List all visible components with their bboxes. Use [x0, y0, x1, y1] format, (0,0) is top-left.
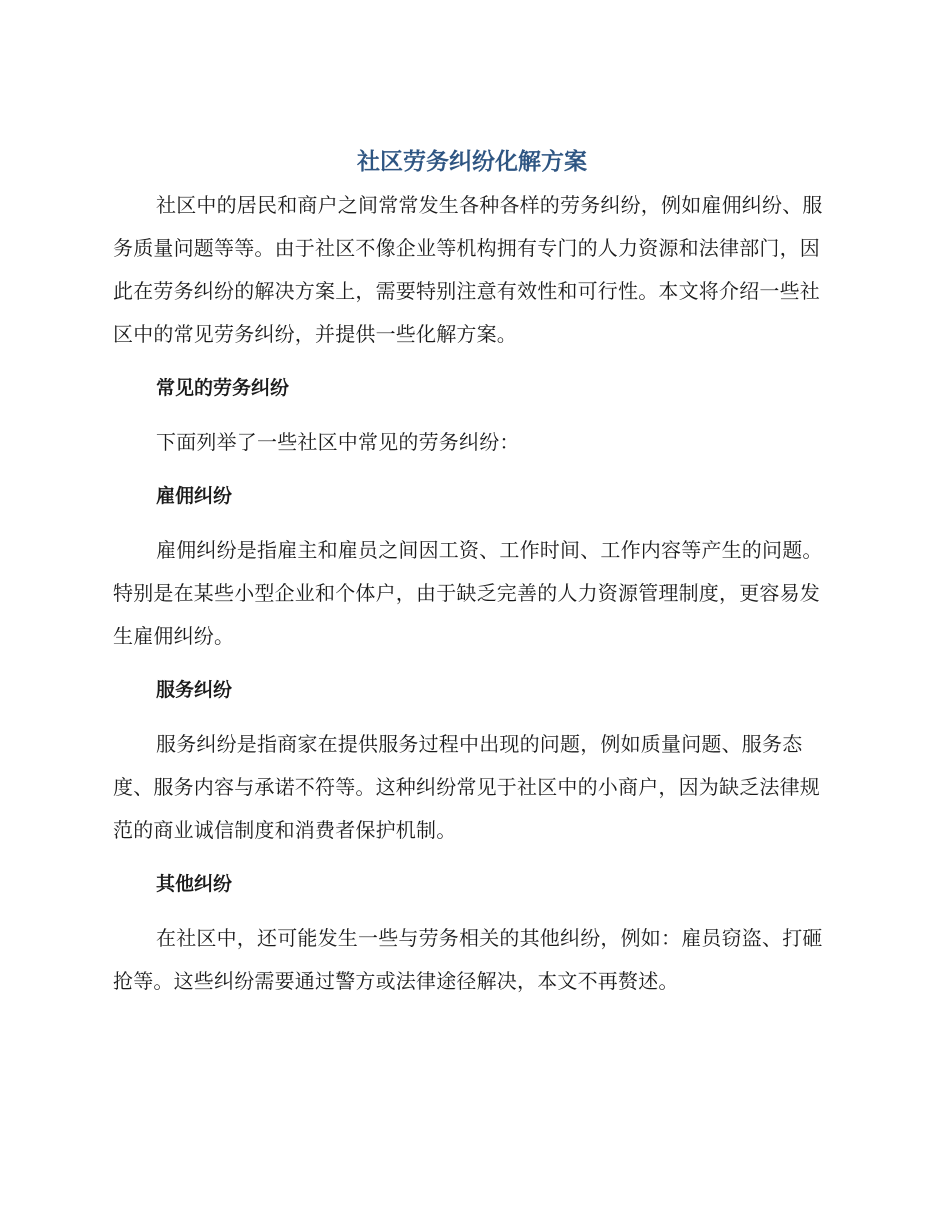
spacer: [113, 356, 831, 367]
section-heading-employment: 雇佣纠纷: [156, 485, 233, 507]
intro-paragraph: 社区中的居民和商户之间常常发生各种各样的劳务纠纷，例如雇佣纠纷、服务质量问题等等。由于社区不像企业等机构拥有专门的人力资源和法律部门，因此在劳务纠纷的解决方案上，需要特别注意有效性和可行性。本文将介绍一些社区中的常见劳务纠纷，并提供一些化解方案。: [113, 193, 823, 346]
spacer: [113, 852, 831, 863]
spacer: [113, 410, 831, 421]
spacer: [113, 658, 831, 669]
section-heading-other: 其他纠纷: [156, 873, 233, 895]
section-body-employment: 雇佣纠纷是指雇主和雇员之间因工资、工作时间、工作内容等产生的问题。特别是在某些小型企业和个体户，由于缺乏完善的人力资源管理制度，更容易发生雇佣纠纷。: [113, 538, 823, 648]
document-page: [113, 140, 831, 1003]
spacer: [113, 464, 831, 475]
spacer: [113, 518, 831, 529]
spacer: [113, 906, 831, 917]
section-body-common-disputes: 下面列举了一些社区中常见的劳务纠纷：: [156, 430, 520, 454]
section-heading-common-disputes: 常见的劳务纠纷: [156, 377, 290, 399]
section-body-other: 在社区中，还可能发生一些与劳务相关的其他纠纷，例如：雇员窃盗、打砸抢等。这些纠纷需要通过警方或法律途径解决，本文不再赘述。: [113, 926, 823, 993]
section-heading-service: 服务纠纷: [156, 679, 233, 701]
spacer: [113, 712, 831, 723]
section-body-service: 服务纠纷是指商家在提供服务过程中出现的问题，例如质量问题、服务态度、服务内容与承诺不符等。这种纠纷常见于社区中的小商户，因为缺乏法律规范的商业诚信制度和消费者保护机制。: [113, 732, 820, 842]
document-title: 社区劳务纠纷化解方案: [357, 149, 587, 175]
